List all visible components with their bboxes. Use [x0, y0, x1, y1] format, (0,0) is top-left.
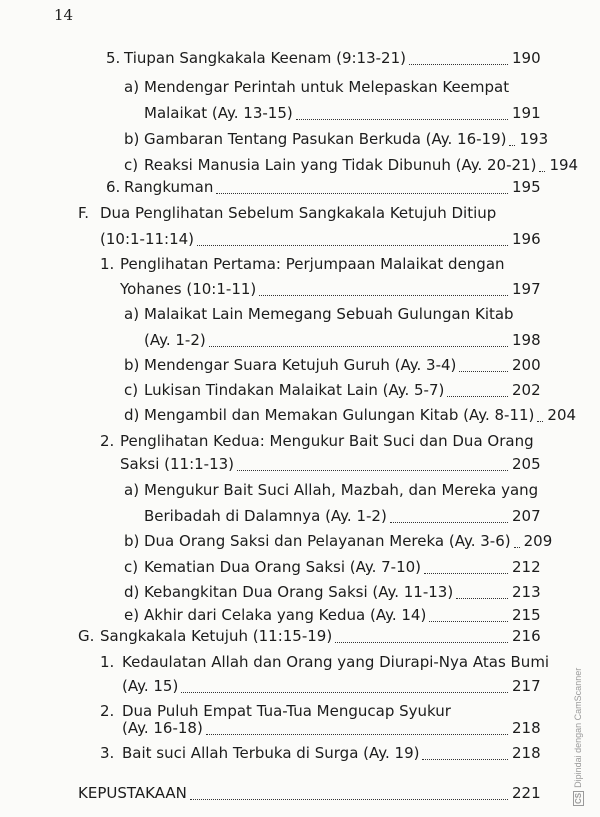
toc-page: 205	[512, 455, 541, 473]
toc-entry	[124, 582, 540, 604]
toc-entry	[100, 229, 540, 251]
toc-marker: F.	[78, 204, 89, 222]
toc-marker: c)	[124, 381, 139, 399]
toc-marker: a)	[124, 78, 140, 96]
toc-page: 198	[512, 331, 541, 349]
toc-title: Reaksi Manusia Lain yang Tidak Dibunuh (Ay. 20-21)	[144, 156, 537, 174]
dot-leader	[509, 144, 515, 146]
toc-title: Kedaulatan Allah dan Orang yang Diurapi-Nya Atas Bumi	[122, 653, 550, 671]
page-number: 14	[54, 6, 74, 24]
toc-title: Penglihatan Kedua: Mengukur Bait Suci dan Dua Orang	[120, 432, 534, 450]
toc-entry	[144, 103, 540, 125]
toc-page: 216	[512, 627, 541, 645]
toc-marker: c)	[124, 558, 139, 576]
scanner-watermark	[573, 668, 584, 806]
dot-leader	[296, 118, 508, 120]
toc-marker: 6.	[106, 178, 121, 196]
dot-leader	[429, 620, 508, 622]
toc-page: 193	[519, 130, 549, 148]
toc-entry-heading	[124, 77, 509, 97]
toc-title: Kematian Dua Orang Saksi (Ay. 7-10)	[144, 558, 422, 576]
toc-marker: a)	[124, 481, 140, 499]
toc-page: 200	[512, 356, 541, 374]
toc-entry	[124, 129, 549, 151]
toc-page: 190	[512, 49, 541, 67]
toc-entry	[144, 330, 540, 352]
toc-page: 209	[523, 532, 553, 550]
toc-title: Bait suci Allah Terbuka di Surga (Ay. 19)	[122, 744, 420, 762]
dot-leader	[335, 641, 508, 643]
toc-marker: 5.	[106, 49, 121, 67]
toc-title: Mendengar Suara Ketujuh Guruh (Ay. 3-4)	[144, 356, 457, 374]
toc-page: 217	[512, 677, 541, 695]
toc-marker: c)	[124, 156, 139, 174]
toc-title: Dua Puluh Empat Tua-Tua Mengucap Syukur	[122, 702, 451, 720]
toc-page: 215	[512, 606, 541, 624]
toc-marker: 3.	[100, 744, 115, 762]
toc-marker: b)	[124, 356, 140, 374]
toc-title: Lukisan Tindakan Malaikat Lain (Ay. 5-7)	[144, 381, 445, 399]
scanner-badge-icon: CS	[574, 792, 583, 804]
toc-page: 196	[512, 230, 541, 248]
dot-leader	[197, 244, 508, 246]
toc-entry	[120, 279, 540, 301]
toc-entry-heading	[78, 203, 496, 223]
toc-marker: 1.	[100, 255, 115, 273]
dot-leader	[539, 170, 545, 172]
toc-marker: a)	[124, 305, 140, 323]
toc-entry	[124, 405, 577, 427]
toc-title: Penglihatan Pertama: Perjumpaan Malaikat dengan	[120, 255, 505, 273]
toc-title-cont: (Ay. 15)	[122, 677, 179, 695]
scanner-text: Dipindai dengan CamScanner	[573, 667, 583, 788]
dot-leader	[537, 420, 543, 422]
toc-marker: 2.	[100, 432, 115, 450]
dot-leader	[447, 395, 508, 397]
toc-entry	[124, 557, 540, 579]
toc-entry	[124, 155, 579, 177]
toc-page: 194	[549, 156, 579, 174]
toc-title: Tiupan Sangkakala Keenam (9:13-21)	[124, 49, 406, 67]
toc-entry-heading	[100, 652, 549, 672]
toc-entry-heading	[124, 304, 514, 324]
dot-leader	[514, 546, 520, 548]
toc-title: Mengukur Bait Suci Allah, Mazbah, dan Mereka yang	[144, 481, 539, 499]
toc-marker: b)	[124, 532, 140, 550]
dot-leader	[190, 798, 508, 800]
dot-leader	[456, 597, 508, 599]
dot-leader	[459, 370, 508, 372]
toc-title: Kebangkitan Dua Orang Saksi (Ay. 11-13)	[144, 583, 454, 601]
toc-title: Akhir dari Celaka yang Kedua (Ay. 14)	[144, 606, 427, 624]
toc-entry	[106, 177, 540, 199]
toc-title: Dua Orang Saksi dan Pelayanan Mereka (Ay. 3-6)	[144, 532, 511, 550]
toc-marker: G.	[78, 627, 95, 645]
dot-leader	[424, 572, 508, 574]
toc-entry	[122, 676, 540, 698]
toc-entry	[78, 783, 540, 805]
toc-title-cont: (Ay. 1-2)	[144, 331, 206, 349]
toc-page: 221	[512, 784, 541, 802]
toc-entry	[100, 743, 540, 765]
toc-page: 191	[512, 104, 541, 122]
toc-entry	[124, 531, 553, 553]
toc-entry	[144, 506, 540, 528]
toc-title: Dua Penglihatan Sebelum Sangkakala Ketujuh Ditiup	[100, 204, 497, 222]
toc-page: 218	[512, 719, 541, 737]
toc-page: 202	[512, 381, 541, 399]
toc-marker: 2.	[100, 702, 115, 720]
dot-leader	[390, 521, 508, 523]
toc-entry	[106, 48, 540, 70]
dot-leader	[409, 63, 508, 65]
toc-marker: b)	[124, 130, 140, 148]
toc-marker: 1.	[100, 653, 115, 671]
dot-leader	[422, 758, 508, 760]
toc-entry	[78, 626, 540, 648]
toc-title: Rangkuman	[124, 178, 214, 196]
toc-entry-heading	[100, 254, 505, 274]
toc-title: Mendengar Perintah untuk Melepaskan Keempat	[144, 78, 510, 96]
toc-marker: d)	[124, 406, 140, 424]
toc-page: 195	[512, 178, 541, 196]
dot-leader	[216, 192, 508, 194]
toc-title: Sangkakala Ketujuh (11:15-19)	[100, 627, 333, 645]
toc-title-cont: (Ay. 16-18)	[122, 719, 203, 737]
toc-page: 213	[512, 583, 541, 601]
dot-leader	[206, 733, 508, 735]
toc-entry	[122, 718, 540, 740]
toc-title-cont: Beribadah di Dalamnya (Ay. 1-2)	[144, 507, 387, 525]
toc-title: Mengambil dan Memakan Gulungan Kitab (Ay. 8-11)	[144, 406, 535, 424]
toc-title-cont: Yohanes (10:1-11)	[120, 280, 257, 298]
toc-title-cont: Saksi (11:1-13)	[120, 455, 235, 473]
toc-title: KEPUSTAKAAN	[78, 784, 187, 802]
toc-page: 197	[512, 280, 541, 298]
toc-entry	[124, 605, 540, 627]
dot-leader	[209, 345, 508, 347]
toc-title: Malaikat Lain Memegang Sebuah Gulungan Kitab	[144, 305, 514, 323]
dot-leader	[237, 469, 508, 471]
toc-entry-heading	[124, 480, 538, 500]
toc-page: 218	[512, 744, 541, 762]
toc-page: 207	[512, 507, 541, 525]
toc-title-cont: Malaikat (Ay. 13-15)	[144, 104, 293, 122]
toc-marker: d)	[124, 583, 140, 601]
dot-leader	[259, 294, 508, 296]
dot-leader	[181, 691, 508, 693]
toc-marker: e)	[124, 606, 140, 624]
toc-page: 212	[512, 558, 541, 576]
toc-title: Gambaran Tentang Pasukan Berkuda (Ay. 16-19)	[144, 130, 507, 148]
toc-title-cont: (10:1-11:14)	[100, 230, 195, 248]
toc-entry	[124, 380, 540, 402]
toc-page: 204	[547, 406, 577, 424]
toc-entry	[124, 355, 540, 377]
toc-entry	[120, 454, 540, 476]
toc-entry-heading	[100, 431, 534, 451]
